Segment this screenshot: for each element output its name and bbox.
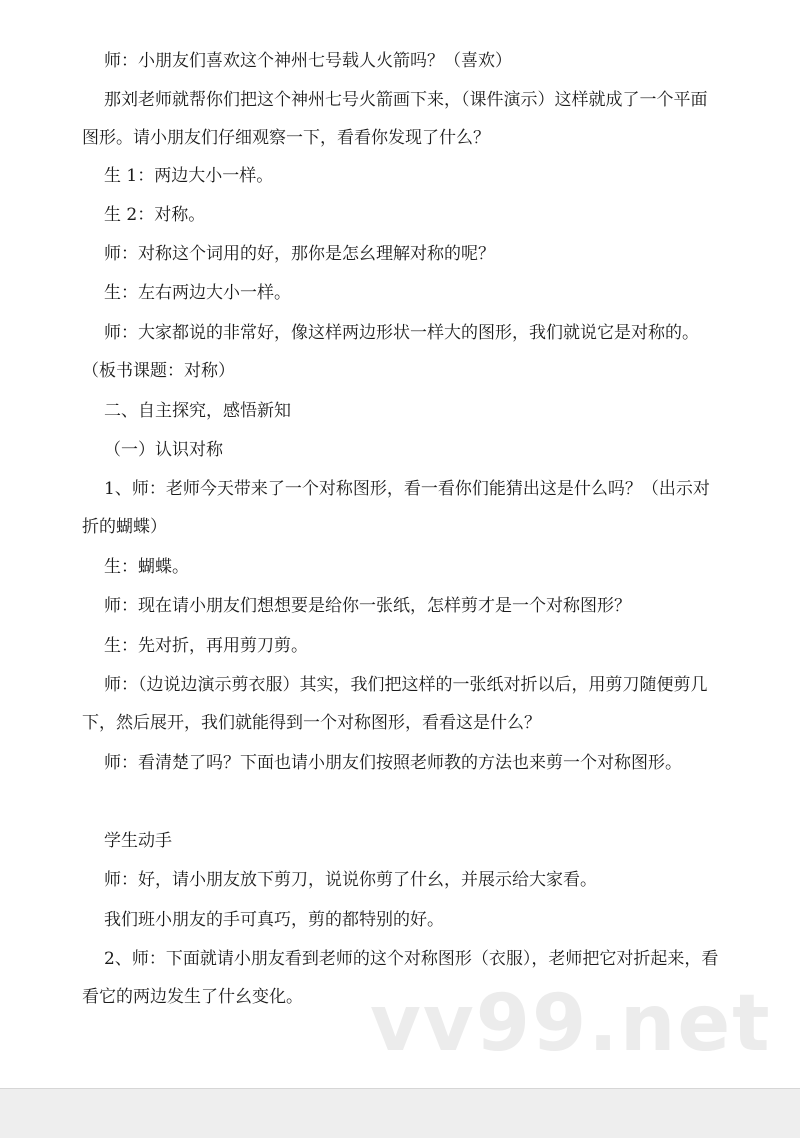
paragraph: 生 1：两边大小一样。 xyxy=(104,166,274,186)
paragraph: 师：小朋友们喜欢这个神州七号载人火箭吗？（喜欢） xyxy=(104,51,512,71)
paragraph: 2、师：下面就请小朋友看到老师的这个对称图形（衣服），老师把它对折起来，看看它的两边发生了什幺变化。 xyxy=(82,949,719,1007)
section-heading: 二、自主探究，感悟新知 xyxy=(104,401,291,421)
paragraph: 师：好，请小朋友放下剪刀，说说你剪了什幺，并展示给大家看。 xyxy=(104,870,597,890)
paragraph: 师：（边说边演示剪衣服）其实，我们把这样的一张纸对折以后，用剪刀随便剪几下，然后展开，我们就能得到一个对称图形，看看这是什么？ xyxy=(82,675,708,733)
paragraph: 师：现在请小朋友们想想要是给你一张纸，怎样剪才是一个对称图形？ xyxy=(104,596,631,616)
paragraph: 生：左右两边大小一样。 xyxy=(104,283,291,303)
paragraph: 师：对称这个词用的好，那你是怎幺理解对称的呢？ xyxy=(104,244,495,264)
watermark: vv99.net xyxy=(370,979,772,1069)
subsection-heading: （一）认识对称 xyxy=(104,440,223,460)
paragraph: 我们班小朋友的手可真巧，剪的都特别的好。 xyxy=(104,910,444,930)
paragraph: 学生动手 xyxy=(104,831,172,851)
paragraph: 那刘老师就帮你们把这个神州七号火箭画下来，（课件演示）这样就成了一个平面图形。请小朋友们仔细观察一下，看看你发现了什么？ xyxy=(82,90,708,148)
viewer-bottom-bar xyxy=(0,1088,800,1138)
paragraph: 生 2：对称。 xyxy=(104,205,206,225)
paragraph: 师：大家都说的非常好，像这样两边形状一样大的图形，我们就说它是对称的。（板书课题：对称） xyxy=(82,323,699,381)
paragraph: 生：先对折，再用剪刀剪。 xyxy=(104,636,308,656)
paragraph: 生：蝴蝶。 xyxy=(104,557,189,577)
paragraph: 1、师：老师今天带来了一个对称图形，看一看你们能猜出这是什么吗？（出示对折的蝴蝶） xyxy=(82,479,710,537)
paragraph: 师：看清楚了吗？下面也请小朋友们按照老师教的方法也来剪一个对称图形。 xyxy=(104,753,682,773)
